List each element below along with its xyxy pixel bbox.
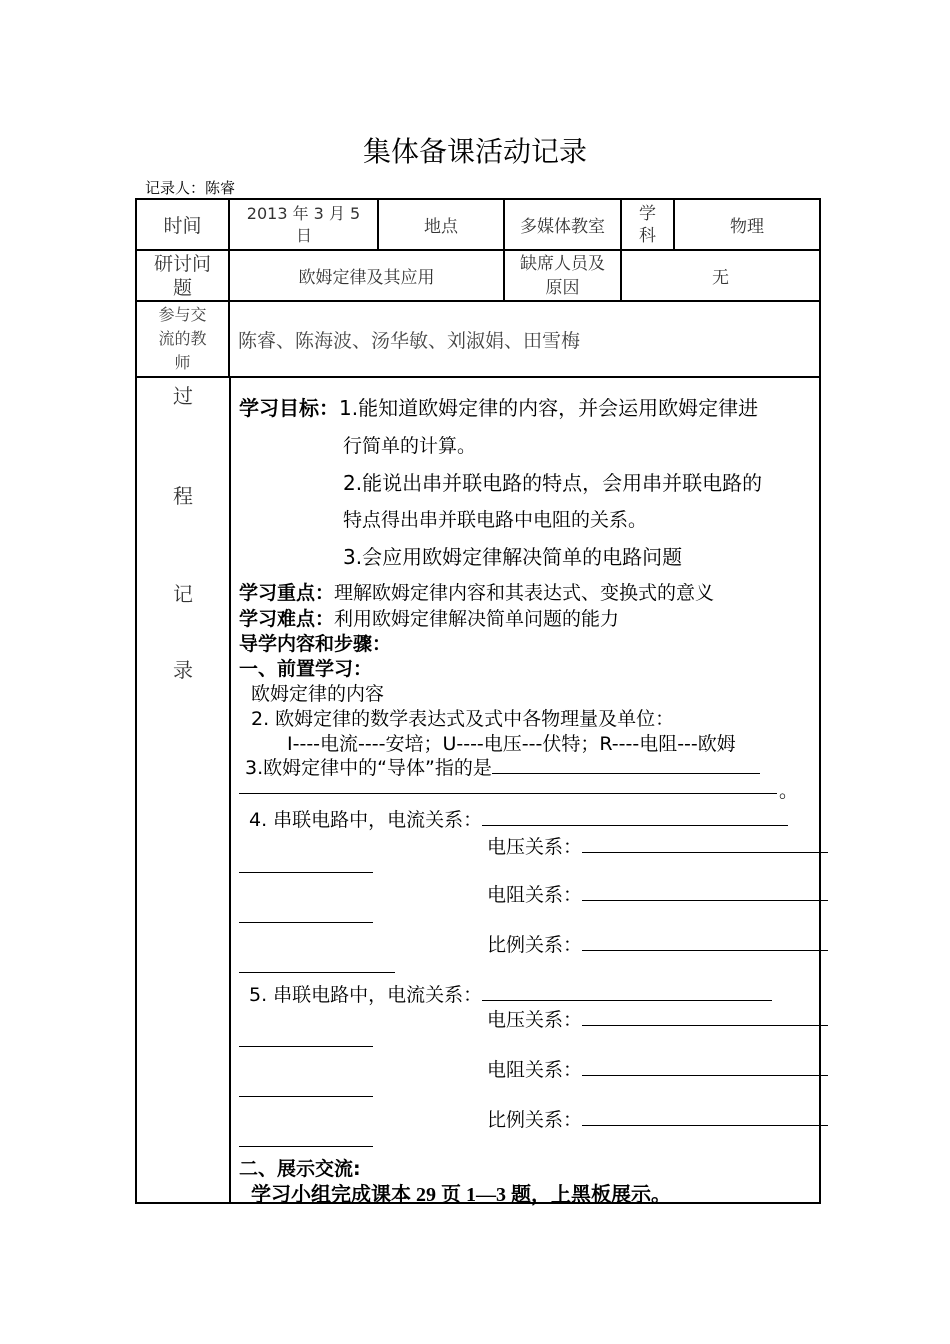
- absent-label: [504, 250, 621, 301]
- item-5-resistance: [487, 1055, 828, 1082]
- teachers-label-line1: 参与交: [158, 305, 207, 324]
- process-record: [136, 377, 820, 1206]
- answer-blank[interactable]: [239, 872, 373, 873]
- focus-text: 理解欧姆定律内容和其表达式、变换式的意义: [334, 582, 715, 604]
- absent-label-line1: 缺席人员及: [520, 253, 605, 274]
- end-mark: 。: [779, 780, 799, 802]
- goal-1-cont: 行简单的计算。: [343, 435, 477, 457]
- teachers-label-line3: 师: [174, 353, 191, 372]
- subject-label-line2: 科: [639, 225, 656, 246]
- item-5-text: 5. 串联电路中，电流关系：: [249, 984, 483, 1006]
- record-table: [135, 198, 821, 1204]
- answer-blank[interactable]: [582, 932, 828, 951]
- subject-label-line1: 学: [639, 203, 656, 224]
- item-5-ratio: [487, 1105, 828, 1132]
- item-4-ratio: [487, 930, 828, 957]
- answer-blank[interactable]: [482, 807, 788, 826]
- answer-blank[interactable]: [239, 972, 395, 973]
- process-label-4: 录: [173, 658, 193, 682]
- item-3: [245, 753, 760, 780]
- topic-label: [136, 250, 229, 301]
- topic-value: 欧姆定律及其应用: [229, 250, 504, 301]
- time-value: [229, 199, 378, 250]
- answer-blank[interactable]: [239, 1146, 373, 1147]
- item-4-voltage: [487, 832, 828, 859]
- answer-blank[interactable]: [239, 922, 373, 923]
- answer-blank[interactable]: [492, 755, 760, 774]
- item-1: 欧姆定律的内容: [251, 683, 385, 705]
- absent-value: 无: [621, 250, 820, 301]
- difficulty-line: [239, 604, 619, 631]
- goals-label: 学习目标：: [239, 396, 339, 420]
- resistance-label: 电阻关系：: [487, 884, 583, 906]
- difficulty-label: 学习难点：: [239, 608, 335, 630]
- units-line: I----电流----安培；U----电压---伏特；R----电阻---欧姆: [287, 733, 736, 755]
- goal-2-cont: 特点得出串并联电路中电阻的关系。: [343, 509, 648, 531]
- time-value-line2: 日: [296, 225, 313, 245]
- resistance-label: 电阻关系：: [487, 1059, 583, 1081]
- item-5: [249, 980, 772, 1007]
- teachers-label-line2: 流的教: [158, 329, 207, 348]
- teachers-value: 陈睿、陈海波、汤华敏、刘淑娟、田雪梅: [229, 301, 820, 377]
- item-4: [249, 805, 788, 832]
- goal-2: 2.能说出串并联电路的特点，会用串并联电路的: [343, 471, 763, 495]
- process-content: [239, 378, 839, 1206]
- section-2-heading: 二、展示交流:: [239, 1158, 361, 1180]
- item-3-text: 3.欧姆定律中的“导体”指的是: [245, 757, 492, 779]
- voltage-label: 电压关系：: [487, 1009, 583, 1031]
- answer-blank[interactable]: [239, 793, 777, 794]
- item-2: 2. 欧姆定律的数学表达式及式中各物理量及单位：: [251, 708, 675, 730]
- task-line: 学习小组完成课本 29 页 1—3 题，上黑板展示。: [251, 1184, 671, 1206]
- goal-1-text: 1.能知道欧姆定律的内容，并会运用欧姆定律进: [339, 396, 759, 420]
- answer-blank[interactable]: [239, 1096, 373, 1097]
- ratio-label: 比例关系：: [487, 1109, 583, 1131]
- absent-label-line2: 原因: [545, 277, 580, 298]
- item-5-voltage: [487, 1005, 828, 1032]
- focus-line: [239, 578, 714, 605]
- place-label: 地点: [378, 199, 504, 250]
- place-value: 多媒体教室: [504, 199, 621, 250]
- time-value-line1: 2013 年 3 月 5: [246, 203, 361, 223]
- answer-blank[interactable]: [582, 1107, 828, 1126]
- time-label: 时间: [136, 199, 229, 250]
- voltage-label: 电压关系：: [487, 836, 583, 858]
- ratio-label: 比例关系：: [487, 934, 583, 956]
- recorder-line: 记录人：陈睿: [145, 179, 236, 197]
- difficulty-text: 利用欧姆定律解决简单问题的能力: [334, 608, 620, 630]
- answer-blank[interactable]: [582, 834, 828, 853]
- answer-blank[interactable]: [582, 1057, 828, 1076]
- item-4-text: 4. 串联电路中，电流关系：: [249, 809, 483, 831]
- item-4-resistance: [487, 880, 828, 907]
- page-title: 集体备课活动记录: [362, 135, 587, 168]
- answer-blank[interactable]: [582, 1007, 828, 1026]
- subject-value: 物理: [674, 199, 820, 250]
- answer-blank[interactable]: [482, 982, 772, 1001]
- process-label-1: 过: [173, 384, 193, 408]
- answer-blank[interactable]: [239, 1046, 373, 1047]
- subject-label: [621, 199, 674, 250]
- guide-heading: 导学内容和步骤：: [239, 633, 392, 655]
- topic-label-line2: 题: [172, 276, 192, 299]
- process-label-2: 程: [173, 484, 193, 508]
- focus-label: 学习重点：: [239, 582, 335, 604]
- goal-1: [239, 392, 758, 421]
- goal-3: 3.会应用欧姆定律解决简单的电路问题: [343, 545, 683, 569]
- answer-blank[interactable]: [582, 882, 828, 901]
- section-1-heading: 一、前置学习：: [239, 658, 373, 680]
- topic-label-line1: 研讨问: [153, 252, 211, 275]
- process-label-3: 记: [173, 582, 193, 606]
- teachers-label: [136, 301, 229, 377]
